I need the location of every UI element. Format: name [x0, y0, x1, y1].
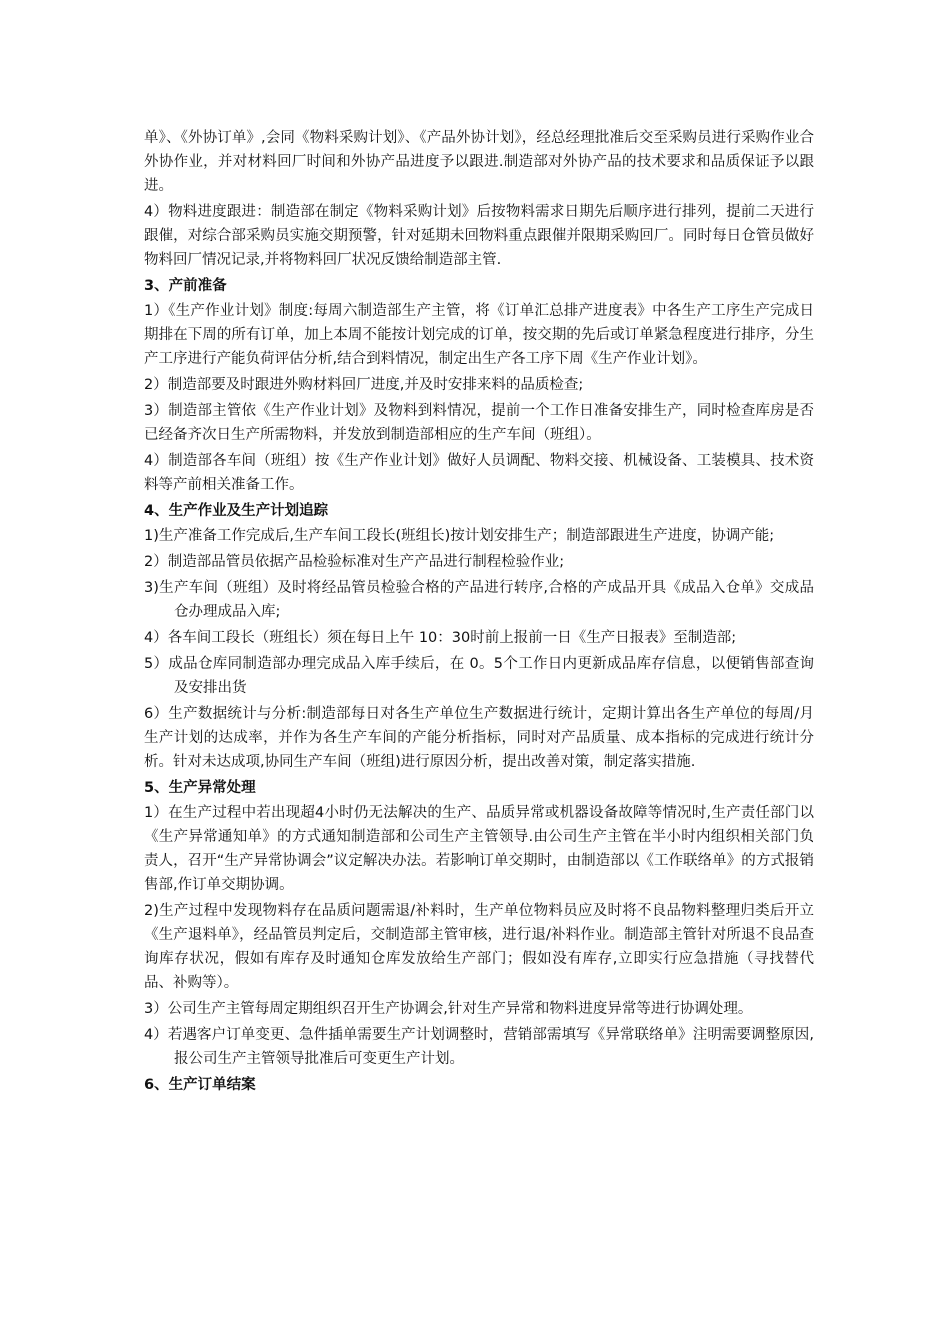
- paragraph-material-progress: 4）物料进度跟进：制造部在制定《物料采购计划》后按物料需求日期先后顺序进行排列，提前二天进行跟催，对综合部采购员实施交期预警，针对延期未回物料重点跟催并限期采购回厂。同时每日仓管员做好物料回厂情况记录,并将物料回厂状况反馈给制造部主管.: [144, 204, 814, 268]
- section-heading-exception-handling: 5、生产异常处理: [144, 780, 256, 796]
- paragraph-production-plan-system: 1）《生产作业计划》制度:每周六制造部生产主管，将《订单汇总排产进度表》中各生产工序生产完成日期排在下周的所有订单，加上本周不能按计划完成的订单，按交期的先后或订单紧急程度进行排序，分生产工序进行产能负荷评估分析,结合到料情况，制定出生产各工序下周《生产作业计划》。: [144, 303, 814, 367]
- paragraph-start-production: 1)生产准备工作完成后,生产车间工段长(班组长)按计划安排生产；制造部跟进生产进度，协调产能;: [144, 528, 775, 544]
- paragraph-coordination-meeting: 3）公司生产主管每周定期组织召开生产协调会,针对生产异常和物料进度异常等进行协调处理。: [144, 1001, 753, 1017]
- section-heading-order-closure: 6、生产订单结案: [144, 1077, 256, 1093]
- paragraph-process-inspection: 2）制造部品管员依据产品检验标准对生产产品进行制程检验作业;: [144, 554, 565, 570]
- section-heading-production-tracking: 4、生产作业及生产计划追踪: [144, 503, 329, 519]
- paragraph-incoming-materials: 2）制造部要及时跟进外购材料回厂进度,并及时安排来料的品质检查;: [144, 377, 584, 393]
- paragraph-plan-change: 4）若遇客户订单变更、急件插单需要生产计划调整时，营销部需填写《异常联络单》注明需要调整原因,报公司生产主管领导批准后可变更生产计划。: [144, 1027, 814, 1067]
- paragraph-warehouse-entry: 3)生产车间（班组）及时将经品管员检验合格的产品进行转序,合格的产成品开具《成品入仓单》交成品仓办理成品入库;: [144, 580, 814, 620]
- paragraph-workshop-preparation: 4）制造部各车间（班组）按《生产作业计划》做好人员调配、物料交接、机械设备、工装模具、技术资料等产前相关准备工作。: [144, 453, 814, 493]
- paragraph-data-analysis: 6）生产数据统计与分析:制造部每日对各生产单位生产数据进行统计，定期计算出各生产单位的每周/月生产计划的达成率，并作为各生产车间的产能分析指标，同时对产品质量、成本指标的完成进行统计分析。针对未达成项,协同生产车间（班组)进行原因分析，提出改善对策，制定落实措施.: [144, 706, 814, 770]
- paragraph-material-return: 2)生产过程中发现物料存在品质问题需退/补料时，生产单位物料员应及时将不良品物料整理归类后开立《生产退料单》，经品管员判定后，交制造部主管审核，进行退/补料作业。制造部主管针对所退不良品查询库存状况，假如有库存及时通知仓库发放给生产部门；假如没有库存,立即实行应急措施（寻找替代品、补购等）。: [144, 903, 814, 991]
- paragraph-daily-report: 4）各车间工段长（班组长）须在每日上午 10：30时前上报前一日《生产日报表》至制造部;: [144, 630, 737, 646]
- paragraph-outsourcing-followup: 单》、《外协订单》,会同《物料采购计划》、《产品外协计划》，经总经理批准后交至采购员进行采购作业合外协作业，并对材料回厂时间和外协产品进度予以跟进.制造部对外协产品的技术要求和品质保证予以跟进。: [144, 130, 814, 194]
- paragraph-prepare-production: 3）制造部主管依《生产作业计划》及物料到料情况，提前一个工作日准备安排生产，同时检查库房是否已经备齐次日生产所需物料，并发放到制造部相应的生产车间（班组）。: [144, 403, 814, 443]
- paragraph-exception-notification: 1）在生产过程中若出现超4小时仍无法解决的生产、品质异常或机器设备故障等情况时,生产责任部门以《生产异常通知单》的方式通知制造部和公司生产主管领导.由公司生产主管在半小时内组织相关部门负责人，召开“生产异常协调会”议定解决办法。若影响订单交期时，由制造部以《工作联络单》的方式报销售部,作订单交期协调。: [144, 805, 814, 893]
- section-heading-preproduction: 3、产前准备: [144, 278, 227, 294]
- paragraph-inventory-update: 5）成品仓库同制造部办理完成品入库手续后，在 0。5个工作日内更新成品库存信息，以便销售部查询及安排出货: [144, 656, 814, 696]
- document-body: [144, 126, 814, 1098]
